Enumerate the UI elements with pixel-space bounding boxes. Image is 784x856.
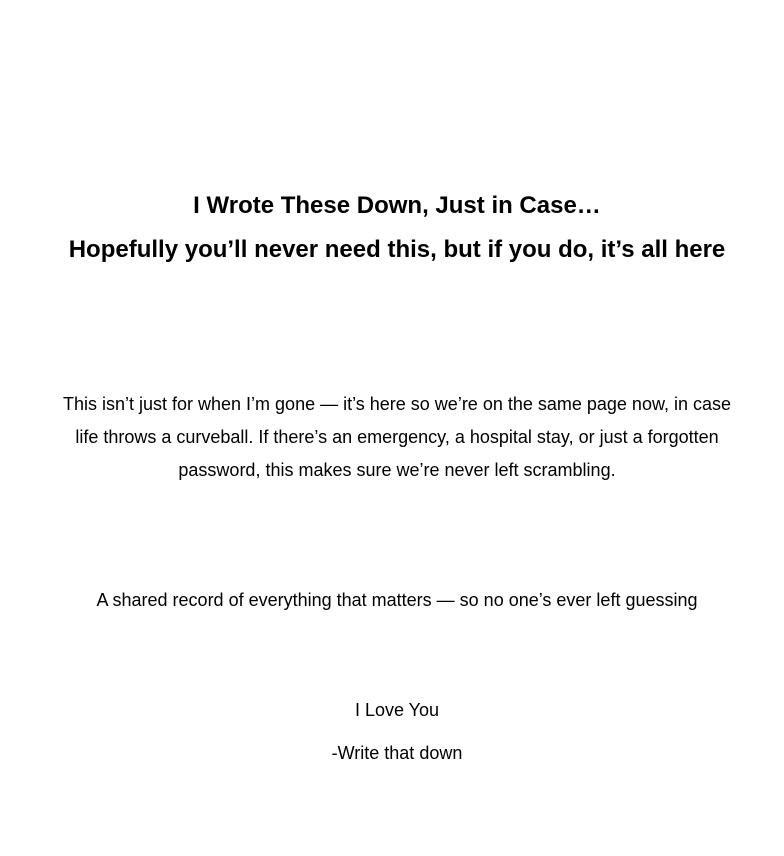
tagline: A shared record of everything that matters — so no one’s ever left guessing bbox=[96, 590, 698, 610]
page-title: I Wrote These Down, Just in Case… bbox=[193, 192, 601, 219]
closing-line: I Love You bbox=[354, 700, 440, 720]
page-subtitle: Hopefully you’ll never need this, but if you do, it’s all here bbox=[68, 236, 726, 263]
signoff-line: -Write that down bbox=[331, 743, 463, 763]
intro-paragraph: This isn’t just for when I’m gone — it’s here so we’re on the same page now, in case life throws a curveball. If there’s an emergency, a hospital stay, or just a forgotten password, this makes sure we’re never left scrambling. bbox=[62, 394, 731, 480]
